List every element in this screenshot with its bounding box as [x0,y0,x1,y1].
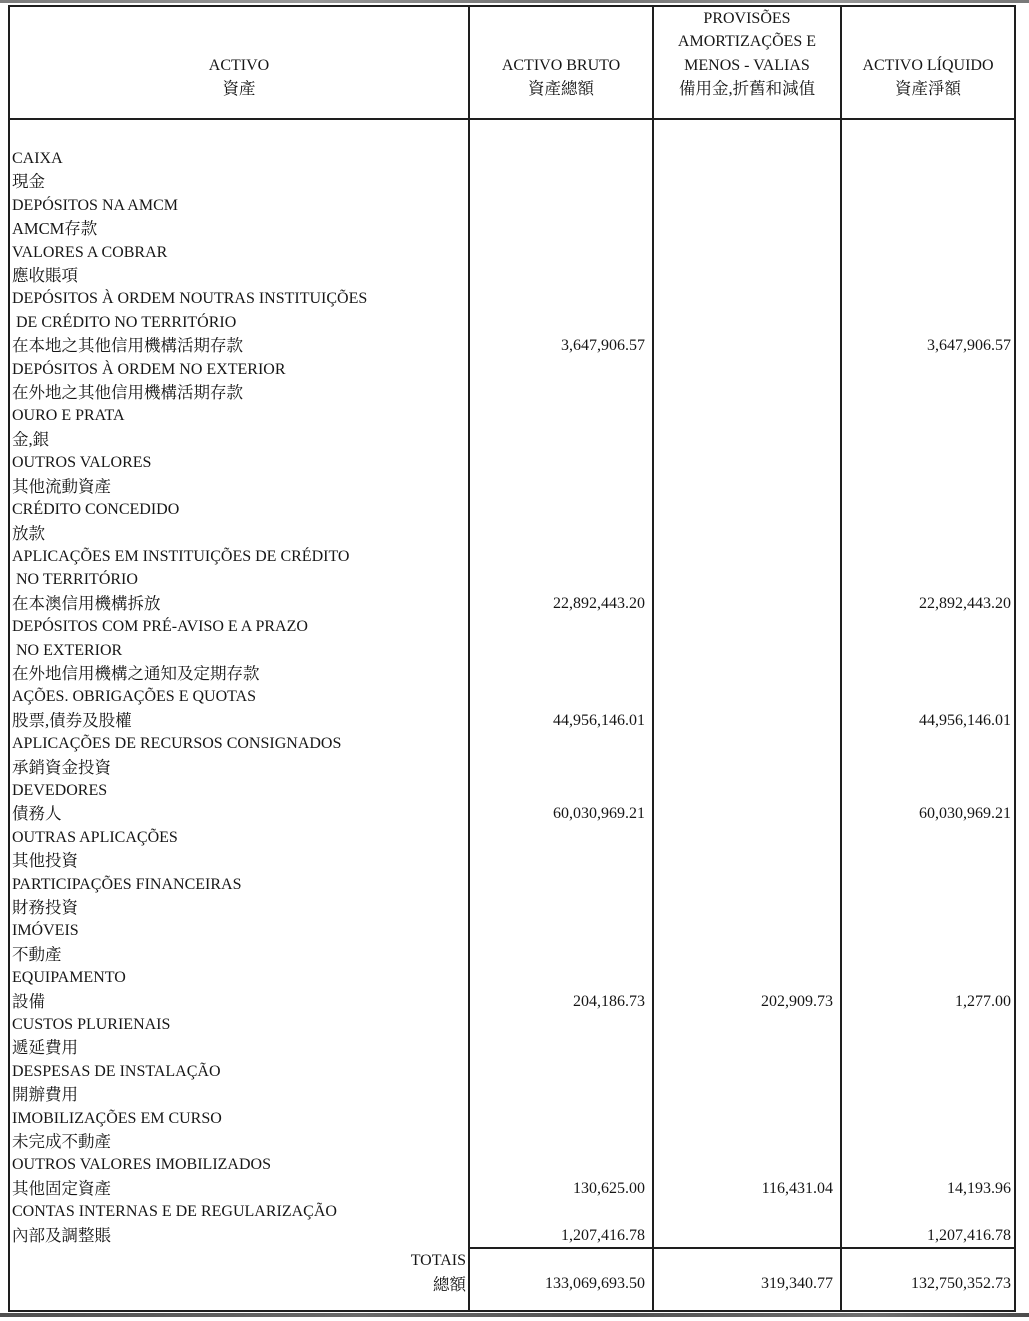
item-value-provisoes [652,545,840,615]
item-name-line-cn: 其他投資 [12,851,78,871]
item-value-provisoes [652,826,840,873]
header-provisoes-line1: PROVISÕES [703,10,791,27]
item-value-provisoes: 116,431.04 [652,1153,840,1200]
item-name [10,1060,468,1107]
item-value-liquido: 1,277.00 [840,966,1014,1013]
assets-table [8,5,1016,1312]
table-row [10,147,1014,194]
item-name-line-cn: 內部及調整賬 [12,1225,111,1245]
header-cell-activo-liquido [840,7,1014,121]
item-name-line-pt: APLICAÇÕES DE RECURSOS CONSIGNADOS [12,735,342,753]
item-name-line-cn: 在本澳信用機構拆放 [12,593,161,613]
header-provisoes-line3: MENOS - VALIAS [684,56,810,74]
item-name [10,1107,468,1154]
items-container [10,147,1014,1247]
spacer-cell [840,120,1014,147]
item-name-line-pt: DEPÓSITOS À ORDEM NOUTRAS INSTITUIÇÕES [12,290,368,308]
item-value-liquido [840,498,1014,545]
item-value-provisoes [652,732,840,779]
item-value-liquido [840,404,1014,451]
item-name [10,147,468,194]
item-value-bruto [468,241,652,288]
item-name-line-pt: CUSTOS PLURIENAIS [12,1016,171,1034]
item-value-bruto [468,1013,652,1060]
header-liquido-cn: 資產淨額 [895,79,961,99]
header-activo-pt: ACTIVO [208,56,270,74]
item-name-line-pt: OUTROS VALORES [12,454,152,472]
item-name [10,779,468,826]
table-row [10,1060,1014,1107]
item-value-bruto [468,358,652,405]
table-row [10,966,1014,1013]
header-cell-activo-bruto [468,7,652,121]
item-name-line-cn: 開辦費用 [12,1085,78,1105]
item-value-bruto [468,498,652,545]
table-row [10,826,1014,873]
item-name-line-cn: 在本地之其他信用機構活期存款 [12,336,243,356]
totals-label-cell [10,1247,468,1310]
item-value-provisoes [652,873,840,920]
totals-value-liquido: 132,750,352.73 [840,1247,1014,1310]
item-name-line-pt: OUTRAS APLICAÇÕES [12,828,178,846]
scan-bottom-rule [0,1313,1029,1317]
table-row [10,451,1014,498]
item-value-liquido [840,1107,1014,1154]
item-name [10,498,468,545]
table-header-row [10,7,1014,120]
totals-value-bruto: 133,069,693.50 [468,1247,652,1310]
item-value-liquido: 14,193.96 [840,1153,1014,1200]
table-row [10,615,1014,685]
item-value-provisoes [652,147,840,194]
item-name-line-cn: 設備 [12,991,45,1011]
item-name-line-pt: OUTROS VALORES IMOBILIZADOS [12,1156,271,1174]
header-provisoes-line2: AMORTIZAÇÕES E [677,33,817,51]
header-liquido-pt: ACTIVO LÍQUIDO [862,56,994,74]
table-row [10,404,1014,451]
item-name-line-cn: AMCM存款 [12,219,98,239]
item-name-line-pt: DEPÓSITOS NA AMCM [12,196,178,214]
item-name-line-pt: PARTICIPAÇÕES FINANCEIRAS [12,875,242,893]
item-value-bruto [468,732,652,779]
header-activo-cn: 資產 [222,79,256,99]
item-value-liquido [840,358,1014,405]
item-name-line-pt: CRÉDITO CONCEDIDO [12,501,180,519]
item-name-line-cn: 應收賬項 [12,266,78,286]
table-row [10,1153,1014,1200]
item-name [10,404,468,451]
header-bruto-cn: 資產總額 [528,79,594,99]
item-name-line-cn: 債務人 [12,804,62,824]
item-name [10,1153,468,1200]
table-row [10,545,1014,615]
item-value-liquido: 60,030,969.21 [840,779,1014,826]
item-name-line-cn: 金,銀 [12,429,50,449]
spacer-cell [652,120,840,147]
table-row [10,1013,1014,1060]
table-row [10,241,1014,288]
table-row [10,194,1014,241]
item-name-line-cn: 不動產 [12,944,62,964]
item-value-provisoes [652,451,840,498]
item-name-line-pt: APLICAÇÕES EM INSTITUIÇÕES DE CRÉDITO [12,547,350,565]
item-value-bruto [468,451,652,498]
item-value-liquido [840,919,1014,966]
item-value-liquido: 44,956,146.01 [840,685,1014,732]
item-name [10,358,468,405]
item-value-liquido [840,826,1014,873]
item-name-line-cn: 在外地信用機構之通知及定期存款 [12,663,260,683]
item-value-liquido [840,873,1014,920]
totals-label-pt: TOTAIS [410,1252,466,1270]
item-value-provisoes [652,287,840,357]
item-value-bruto [468,615,652,685]
item-value-liquido [840,241,1014,288]
item-name [10,732,468,779]
item-value-provisoes [652,685,840,732]
item-value-provisoes [652,779,840,826]
item-name-line-pt: AÇÕES. OBRIGAÇÕES E QUOTAS [12,688,257,706]
item-name-line-pt: OURO E PRATA [12,407,125,425]
item-name-line-cn: 承銷資金投資 [12,757,111,777]
item-value-provisoes [652,615,840,685]
item-value-liquido [840,732,1014,779]
item-value-liquido [840,615,1014,685]
item-value-liquido [840,194,1014,241]
item-value-bruto: 3,647,906.57 [468,287,652,357]
item-name-line-pt: NO TERRITÓRIO [12,571,138,589]
item-value-bruto [468,147,652,194]
item-name-line-cn: 財務投資 [12,898,78,917]
item-name-line-pt: CONTAS INTERNAS E DE REGULARIZAÇÃO [12,1203,337,1221]
item-value-provisoes [652,241,840,288]
header-provisoes-cn: 備用金,折舊和減值 [678,79,816,99]
header-cell-activo [10,7,468,121]
totals-label-cn: 總額 [433,1274,466,1294]
item-value-provisoes [652,1060,840,1107]
item-name-line-pt: IMÓVEIS [12,922,79,940]
table-row [10,779,1014,826]
body-top-spacer [10,120,1014,147]
item-value-bruto: 60,030,969.21 [468,779,652,826]
table-row [10,873,1014,920]
item-value-bruto [468,404,652,451]
item-value-liquido: 3,647,906.57 [840,287,1014,357]
item-value-bruto [468,873,652,920]
item-value-provisoes [652,358,840,405]
item-name-line-pt: DESPESAS DE INSTALAÇÃO [12,1062,221,1080]
table-row [10,732,1014,779]
item-value-bruto: 130,625.00 [468,1153,652,1200]
table-row [10,498,1014,545]
item-value-bruto: 204,186.73 [468,966,652,1013]
item-name-line-cn: 在外地之其他信用機構活期存款 [12,383,243,403]
item-name-line-cn: 放款 [12,523,45,543]
item-name-line-pt: DEVEDORES [12,781,108,799]
item-name-line-pt: DE CRÉDITO NO TERRITÓRIO [12,313,237,331]
item-value-liquido: 1,207,416.78 [840,1200,1014,1247]
table-row [10,685,1014,732]
item-name-line-pt: DEPÓSITOS COM PRÉ-AVISO E A PRAZO [12,618,308,636]
item-value-bruto [468,1107,652,1154]
scan-top-rule [0,0,1029,3]
item-value-bruto [468,919,652,966]
item-name-line-pt: IMOBILIZAÇÕES EM CURSO [12,1109,222,1127]
item-name [10,1013,468,1060]
item-value-bruto [468,826,652,873]
item-name [10,615,468,685]
item-name [10,287,468,357]
item-name-line-cn: 遞延費用 [12,1038,78,1058]
item-name-line-pt: CAIXA [12,150,63,167]
spacer-cell [468,120,652,147]
header-bruto-pt: ACTIVO BRUTO [501,56,621,74]
table-row [10,358,1014,405]
item-name-line-pt: NO EXTERIOR [12,641,123,659]
header-cell-provisoes [652,7,840,121]
item-value-liquido [840,1060,1014,1107]
item-name [10,545,468,615]
item-value-provisoes [652,498,840,545]
item-value-bruto [468,194,652,241]
item-name-line-pt: VALORES A COBRAR [12,243,168,261]
item-value-liquido: 22,892,443.20 [840,545,1014,615]
table-row [10,919,1014,966]
item-name [10,241,468,288]
item-name [10,1200,468,1247]
item-value-provisoes: 202,909.73 [652,966,840,1013]
table-row [10,1200,1014,1247]
item-value-bruto: 22,892,443.20 [468,545,652,615]
item-name-line-cn: 其他固定資產 [12,1178,111,1198]
item-value-bruto [468,1060,652,1107]
item-name [10,685,468,732]
item-value-provisoes [652,1013,840,1060]
totals-row [10,1247,1014,1310]
item-value-liquido [840,451,1014,498]
item-value-bruto: 44,956,146.01 [468,685,652,732]
item-value-provisoes [652,919,840,966]
item-name [10,194,468,241]
totals-value-provisoes: 319,340.77 [652,1247,840,1310]
item-value-bruto: 1,207,416.78 [468,1200,652,1247]
item-name-line-cn: 未完成不動產 [12,1132,111,1152]
item-name-line-pt: DEPÓSITOS À ORDEM NO EXTERIOR [12,360,286,378]
item-name-line-cn: 其他流動資產 [12,476,111,496]
item-name [10,966,468,1013]
item-value-liquido [840,147,1014,194]
item-name [10,826,468,873]
item-value-liquido [840,1013,1014,1060]
item-name-line-pt: EQUIPAMENTO [12,969,126,987]
item-name [10,919,468,966]
item-name-line-cn: 股票,債券及股權 [12,710,132,730]
item-value-provisoes [652,1107,840,1154]
item-value-provisoes [652,194,840,241]
table-row [10,1107,1014,1154]
item-name-line-cn: 現金 [12,172,45,192]
spacer-cell [10,120,468,147]
table-row [10,287,1014,357]
item-value-provisoes [652,404,840,451]
item-name [10,873,468,920]
item-name [10,451,468,498]
item-value-provisoes [652,1200,840,1247]
